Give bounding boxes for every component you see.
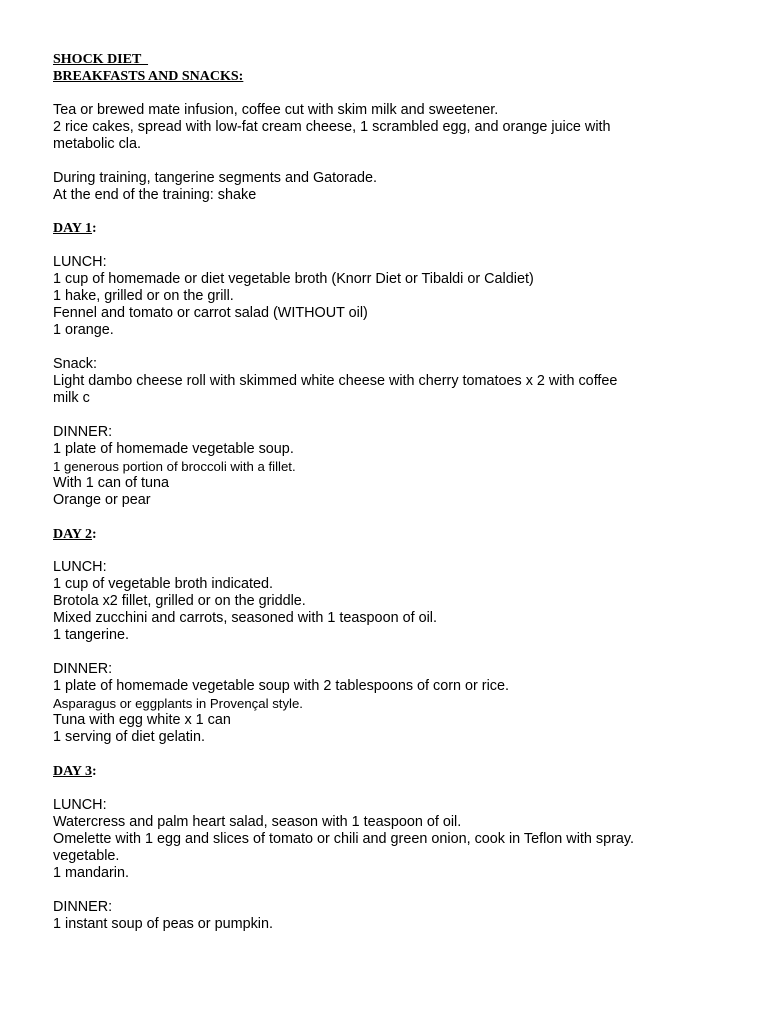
meal-item: Fennel and tomato or carrot salad (WITHOUT oil): [53, 305, 368, 322]
meal-item: Tuna with egg white x 1 can: [53, 712, 231, 729]
day-2-lunch-label: LUNCH:: [53, 559, 107, 576]
meal-item: Asparagus or eggplants in Provençal style.: [53, 696, 303, 712]
document-title: SHOCK DIET: [53, 52, 149, 67]
meal-item: Light dambo cheese roll with skimmed white cheese with cherry tomatoes x 2 with coffee: [53, 372, 618, 389]
day-1-heading: [53, 220, 753, 237]
meal-item: 1 mandarin.: [53, 864, 129, 881]
meal-item: 1 cup of vegetable broth indicated.: [53, 576, 274, 593]
meal-item: 1 orange.: [53, 322, 114, 339]
day-1-lunch-label: LUNCH:: [53, 254, 107, 271]
breakfast-line: During training, tangerine segments and Gatorade.: [53, 169, 377, 186]
day-3-lunch-label: LUNCH:: [53, 796, 107, 813]
meal-item: vegetable.: [53, 847, 120, 864]
meal-item: 1 generous portion of broccoli with a fillet.: [53, 458, 296, 474]
spacer: [53, 543, 753, 560]
spacer: [53, 85, 753, 102]
day-1-dinner-label: DINNER:: [53, 423, 113, 440]
day-2-colon: :: [92, 526, 97, 542]
day-1-label: DAY 1: [53, 221, 93, 237]
meal-item: 1 plate of homemade vegetable soup with 2 tablespoons of corn or rice.: [53, 678, 509, 695]
meal-item: Orange or pear: [53, 491, 151, 508]
spacer: [53, 339, 753, 356]
meal-item: 1 hake, grilled or on the grill.: [53, 288, 234, 305]
meal-item: Omelette with 1 egg and slices of tomato or chili and green onion, cook in Teflon with spray.: [53, 830, 635, 847]
spacer: [53, 407, 753, 424]
spacer: [53, 746, 753, 763]
spacer: [53, 153, 753, 170]
breakfast-section-heading: BREAKFASTS AND SNACKS:: [53, 69, 244, 84]
day-3-dinner-label: DINNER:: [53, 898, 113, 915]
meal-item: Watercress and palm heart salad, season with 1 teaspoon of oil.: [53, 813, 462, 830]
day-2-heading: [53, 526, 753, 543]
meal-item: milk c: [53, 389, 90, 406]
day-2-label: DAY 2: [53, 526, 93, 542]
spacer: [53, 780, 753, 797]
day-2-dinner-label: DINNER:: [53, 661, 113, 678]
spacer: [53, 882, 753, 899]
day-1-snack-label: Snack:: [53, 355, 97, 372]
day-3-colon: :: [92, 763, 97, 779]
spacer: [53, 237, 753, 254]
breakfast-line: At the end of the training: shake: [53, 186, 257, 203]
meal-item: 1 instant soup of peas or pumpkin.: [53, 915, 273, 932]
spacer: [53, 204, 753, 221]
day-3-heading: [53, 763, 753, 780]
breakfast-line: metabolic cla.: [53, 135, 141, 152]
breakfast-line: Tea or brewed mate infusion, coffee cut with skim milk and sweetener.: [53, 101, 499, 118]
day-1-colon: :: [92, 221, 97, 237]
spacer: [53, 644, 753, 661]
spacer: [53, 509, 753, 526]
breakfast-line: 2 rice cakes, spread with low-fat cream cheese, 1 scrambled egg, and orange juice with: [53, 118, 611, 135]
meal-item: With 1 can of tuna: [53, 474, 169, 491]
meal-item: Brotola x2 fillet, grilled or on the griddle.: [53, 593, 306, 610]
meal-item: 1 tangerine.: [53, 627, 130, 644]
meal-item: 1 serving of diet gelatin.: [53, 729, 205, 746]
meal-item: Mixed zucchini and carrots, seasoned with 1 teaspoon of oil.: [53, 610, 437, 627]
meal-item: 1 cup of homemade or diet vegetable broth (Knorr Diet or Tibaldi or Caldiet): [53, 271, 534, 288]
document-page: [53, 51, 753, 933]
day-3-label: DAY 3: [53, 763, 93, 779]
meal-item: 1 plate of homemade vegetable soup.: [53, 440, 294, 457]
